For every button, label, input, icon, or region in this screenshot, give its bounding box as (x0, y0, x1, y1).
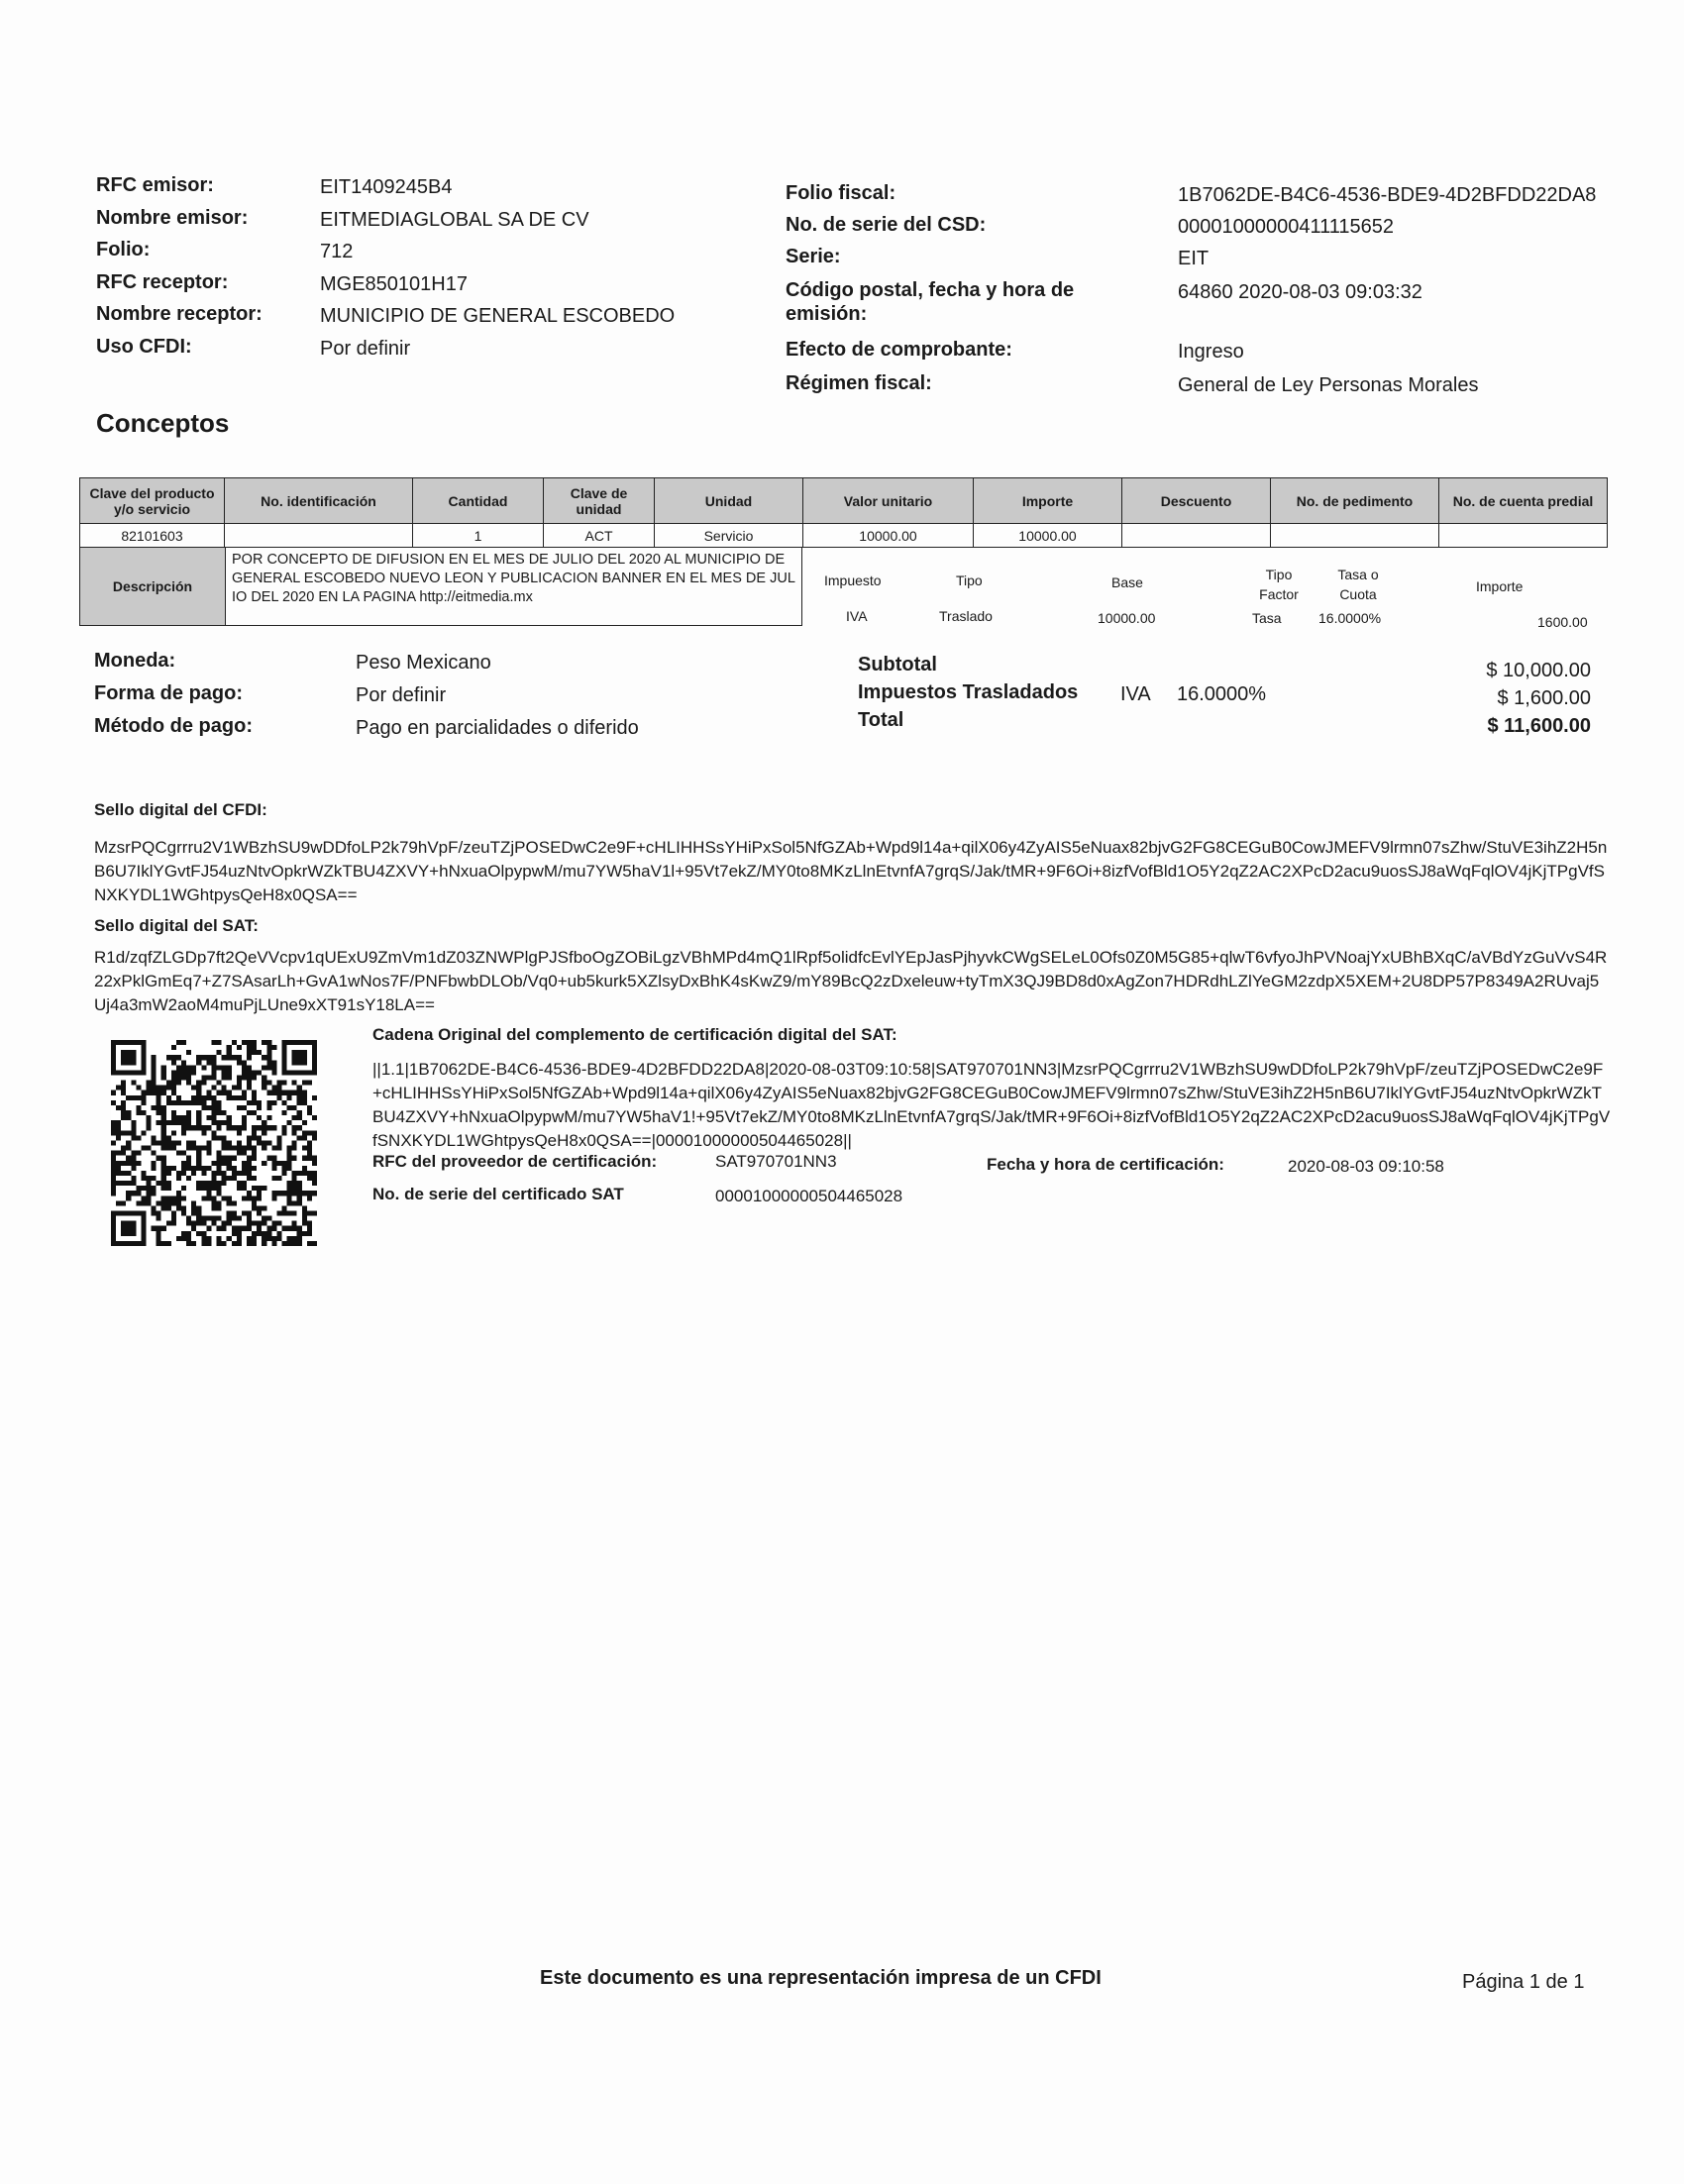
impuestos-value: $ 1,600.00 (1497, 687, 1591, 709)
header-unidad: Unidad (655, 478, 803, 524)
cadena-label: Cadena Original del complemento de certificación digital del SAT: (372, 1025, 897, 1044)
concepto-row (80, 524, 1608, 548)
cadena-value: ||1.1|1B7062DE-B4C6-4536-BDE9-4D2BFDD22DA8|2020-08-03T09:10:58|SAT970701NN3|MzsrPQCgrrru2V1WBzhSU9wDDfoLP2k79hVpF/zeuTZjPOSEDwC2e9F+cHLIHHSsYHiPxSol5NfGZAb+Wpd9l14a+qilX06y4ZyAIS5eNuax82bjvG2FG8CEGuB0CowJMEFV9lrmn07sZhw/StuVE3ihZ2H5nB6U7IklYGvtFJ54uzNtvOpkrWZkTBU4ZXVY+hNxuaOlpypwM/mu7YW5haV1!+95Vt7ekZ/MY0to8MKzLlnEtvnfA7grqS/Jak/tMR+9F6Oi+8izfVofBld1O5Y2qZ2AC2XPcD2acu9uosSJ8aWqFqlOV4jKjTPgVfSNXKYDL1WGhtpysQeH8x0QSA==|00001000000504465028|| (372, 1060, 1611, 1150)
emisor-label: Uso CFDI: (96, 335, 192, 358)
emisor-label: Nombre emisor: (96, 206, 249, 229)
cert-serie-value: 00001000000504465028 (715, 1187, 903, 1205)
header-no-pedimento: No. de pedimento (1271, 478, 1439, 524)
header-descuento: Descuento (1122, 478, 1271, 524)
emisor-label: Nombre receptor: (96, 303, 263, 325)
imp-cell-importe: 1600.00 (1537, 614, 1588, 630)
emisor-value: MGE850101H17 (320, 272, 468, 295)
cell-no-identificacion (225, 524, 413, 548)
emisor-value: 712 (320, 241, 354, 262)
fiscal-value: Ingreso (1178, 341, 1244, 363)
pago-value: Por definir (356, 684, 447, 706)
header-clave-producto: Clave del producto y/o servicio (80, 478, 225, 524)
pago-value: Pago en parcialidades o diferido (356, 717, 639, 739)
fiscal-label: Código postal, fecha y hora de (786, 279, 1075, 301)
qr-code (111, 1040, 317, 1246)
fiscal-value: EIT (1178, 248, 1210, 269)
emisor-value: EITMEDIAGLOBAL SA DE CV (320, 208, 589, 231)
emisor-label: Folio: (96, 239, 151, 260)
header-no-identificacion: No. identificación (225, 478, 413, 524)
impuestos-tipo: IVA (1120, 683, 1151, 705)
fiscal-label: Efecto de comprobante: (786, 339, 1012, 361)
emisor-value: MUNICIPIO DE GENERAL ESCOBEDO (320, 305, 676, 327)
conceptos-table (79, 477, 1608, 548)
fiscal-value: 1B7062DE-B4C6-4536-BDE9-4D2BFDD22DA8 (1178, 184, 1597, 206)
imp-header-tasa-cuota: Tasa o Cuota (1337, 567, 1379, 602)
subtotal-value: $ 10,000.00 (1486, 660, 1591, 681)
cell-no-cuenta-predial (1439, 524, 1608, 548)
fiscal-value: 00001000000411115652 (1178, 216, 1395, 238)
totales-block (858, 654, 1591, 743)
imp-cell-tipo: Traslado (939, 608, 993, 624)
pago-label: Método de pago: (94, 715, 253, 737)
pago-label: Forma de pago: (94, 682, 244, 704)
imp-cell-impuesto: IVA (846, 608, 868, 624)
total-label: Total (858, 709, 904, 731)
impuestos-label: Impuestos Trasladados (858, 681, 1079, 703)
header-cantidad: Cantidad (413, 478, 544, 524)
sello-sat-label: Sello digital del SAT: (94, 916, 259, 935)
fiscal-label: Folio fiscal: (786, 182, 896, 204)
footer-text: Este documento es una representación impresa de un CFDI (540, 1967, 1102, 1989)
imp-header-importe: Importe (1476, 578, 1524, 594)
fiscal-label: No. de serie del CSD: (786, 214, 987, 236)
cert-serie-label: No. de serie del certificado SAT (372, 1185, 624, 1203)
subtotal-label: Subtotal (858, 654, 937, 676)
cell-clave-producto: 82101603 (80, 524, 225, 548)
cell-no-pedimento (1271, 524, 1439, 548)
sello-cfdi-label: Sello digital del CFDI: (94, 800, 267, 819)
cell-descuento (1122, 524, 1271, 548)
sello-sat-value: R1d/zqfZLGDp7ft2QeVVcpv1qUExU9ZmVm1dZ03ZNWPlgPJSfboOgZOBiLgzVBhMPd4mQ1lRpf5olidfcEvlYEpJasPjhyvkCWgSELeL0Ofs0Z0M5G85+qlwT6vfyoJhPVNoajYxUBhBXqC/aVBdYzGuVvS4R22xPklGmEq7+Z7SAsarLh+GvA1wNos7F/PNFbwbDLOb/Vq0+ub5kurk5XZlsyDxBhK4sKwZ9/mY89BcQ2zDxeleuw+tyTmX3QJ9BD8d0xAgZon7HDRdhLZlYeGM2zdpX5XEM+2U8DP57P8349A2RUvaj5Uj4a3mW2aoM4muPjLUne9xXT91sY18LA== (94, 948, 1608, 1014)
header-valor-unitario: Valor unitario (803, 478, 974, 524)
imp-header-impuesto: Impuesto (824, 572, 882, 588)
header-no-cuenta-predial: No. de cuenta predial (1439, 478, 1608, 524)
fiscal-label: Régimen fiscal: (786, 372, 932, 394)
sello-cfdi-value: MzsrPQCgrrru2V1WBzhSU9wDDfoLP2k79hVpF/zeuTZjPOSEDwC2e9F+cHLIHHSsYHiPxSol5NfGZAb+Wpd9l14a+qilX06y4ZyAIS5eNuax82bjvG2FG8CEGuB0CowJMEFV9lrmn07sZhw/StuVE3ihZ2H5nB6U7IklYGvtFJ54uzNtvOpkrWZkTBU4ZXVY+hNxuaOlpypwM/mu7YW5haV1l+95Vt7ekZ/MY0to8MKzLlnEtvnfA7grqS/Jak/tMR+9F6Oi+8izfVofBld1O5Y2qZ2AC2XPcD2acu9uosSJ8aWqFqlOV4jKjTPgVfSNXKYDL1WGhtpysQeH8x0QSA== (94, 838, 1608, 904)
fiscal-label: Serie: (786, 246, 841, 267)
cell-importe: 10000.00 (974, 524, 1122, 548)
imp-cell-base: 10000.00 (1098, 610, 1156, 626)
page-number: Página 1 de 1 (1462, 1971, 1585, 1993)
imp-cell-tipo-factor: Tasa (1252, 610, 1282, 626)
descripcion-text: POR CONCEPTO DE DIFUSION EN EL MES DE JULIO DEL 2020 AL MUNICIPIO DE GENERAL ESCOBEDO NUEVO LEON Y PUBLICACION BANNER EN EL MES DE JULIO DEL 2020 EN LA PAGINA http://eitmedia.mx (232, 552, 795, 605)
cell-unidad: Servicio (655, 524, 803, 548)
imp-header-tipo-factor: Tipo Factor (1259, 567, 1299, 602)
cert-fecha-value: 2020-08-03 09:10:58 (1288, 1157, 1444, 1176)
cell-clave-unidad: ACT (544, 524, 655, 548)
emisor-label: RFC emisor: (96, 174, 214, 196)
qr-code-image (111, 1040, 317, 1246)
imp-header-base: Base (1111, 574, 1143, 590)
descripcion-box (79, 547, 802, 626)
cell-valor-unitario: 10000.00 (803, 524, 974, 548)
cell-cantidad: 1 (413, 524, 544, 548)
emisor-label: RFC receptor: (96, 270, 229, 293)
fiscal-label-cont: emisión: (786, 303, 868, 325)
imp-header-tipo: Tipo (956, 572, 983, 588)
header-importe: Importe (974, 478, 1122, 524)
conceptos-title: Conceptos (96, 408, 230, 438)
cert-rfc-label: RFC del proveedor de certificación: (372, 1152, 658, 1171)
cert-fecha-label: Fecha y hora de certificación: (987, 1155, 1224, 1174)
total-value: $ 11,600.00 (1487, 715, 1591, 737)
header-clave-unidad: Clave de unidad (544, 478, 655, 524)
emisor-value: EIT1409245B4 (320, 176, 453, 198)
descripcion-label: Descripción (80, 548, 226, 625)
imp-cell-tasa: 16.0000% (1318, 610, 1382, 626)
fiscal-value: 64860 2020-08-03 09:03:32 (1178, 281, 1422, 303)
pago-label: Moneda: (94, 650, 176, 672)
emisor-value: Por definir (320, 337, 411, 360)
conceptos-header-row (80, 478, 1608, 524)
cert-rfc-value: SAT970701NN3 (715, 1152, 837, 1171)
pago-value: Peso Mexicano (356, 652, 491, 674)
impuestos-tasa: 16.0000% (1177, 683, 1267, 705)
fiscal-value: General de Ley Personas Morales (1178, 374, 1479, 396)
